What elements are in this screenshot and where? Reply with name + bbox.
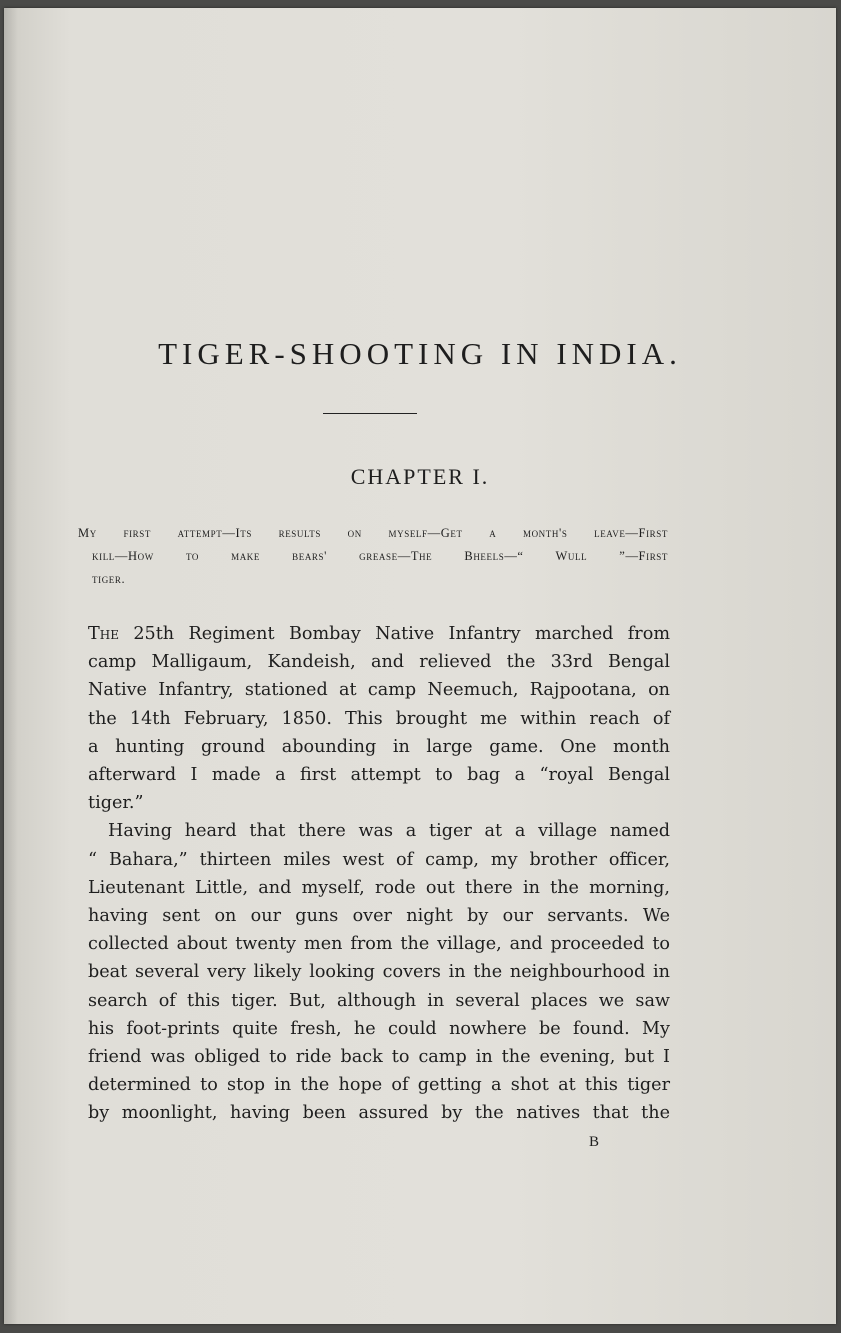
text-line: collected about twenty men from the village, and proceeded to xyxy=(88,934,670,955)
text-line: a hunting ground abounding in large game. One month xyxy=(88,736,670,757)
synopsis-line: kill—How to make bears' grease—The Bheels—“ Wull ”—First xyxy=(92,549,668,563)
text-line: Having heard that there was a tiger at a village named xyxy=(108,821,670,842)
title-rule xyxy=(323,413,417,414)
text-line: tiger.” xyxy=(88,793,144,814)
text-line: Lieutenant Little, and myself, rode out there in the morning, xyxy=(88,877,670,898)
book-title: TIGER-SHOOTING IN INDIA. xyxy=(158,336,682,371)
paragraph-2 xyxy=(88,817,670,1127)
spine-shadow xyxy=(4,8,18,1324)
book-page xyxy=(4,8,836,1324)
chapter-synopsis xyxy=(78,522,668,591)
text-line: having sent on our guns over night by our servants. We xyxy=(88,906,670,927)
text-line: beat several very likely looking covers in the neighbourhood in xyxy=(88,962,670,983)
text-line: determined to stop in the hope of getting a shot at this tiger xyxy=(88,1075,670,1096)
signature-mark: B xyxy=(589,1134,600,1150)
paragraph-1 xyxy=(88,620,670,817)
text-line: afterward I made a first attempt to bag a “royal Bengal xyxy=(88,765,670,786)
text-line: friend was obliged to ride back to camp in the evening, but I xyxy=(88,1047,670,1068)
synopsis-line: tiger. xyxy=(92,572,126,586)
text-line: camp Malligaum, Kandeish, and relieved the 33rd Bengal xyxy=(88,652,670,673)
text-line: by moonlight, having been assured by the natives that the xyxy=(88,1103,670,1124)
synopsis-line: My first attempt—Its results on myself—Get a month's leave—First xyxy=(78,526,668,540)
text-line: Native Infantry, stationed at camp Neemuch, Rajpootana, on xyxy=(88,680,670,701)
body-text xyxy=(88,620,670,1128)
text-line: The 25th Regiment Bombay Native Infantry marched from xyxy=(88,624,670,644)
text-line: search of this tiger. But, although in several places we saw xyxy=(88,990,670,1011)
text-line: “ Bahara,” thirteen miles west of camp, my brother officer, xyxy=(88,849,670,870)
text-line: the 14th February, 1850. This brought me within reach of xyxy=(88,708,670,729)
chapter-heading: CHAPTER I. xyxy=(350,464,490,489)
text-line: his foot-prints quite fresh, he could nowhere be found. My xyxy=(88,1018,670,1039)
